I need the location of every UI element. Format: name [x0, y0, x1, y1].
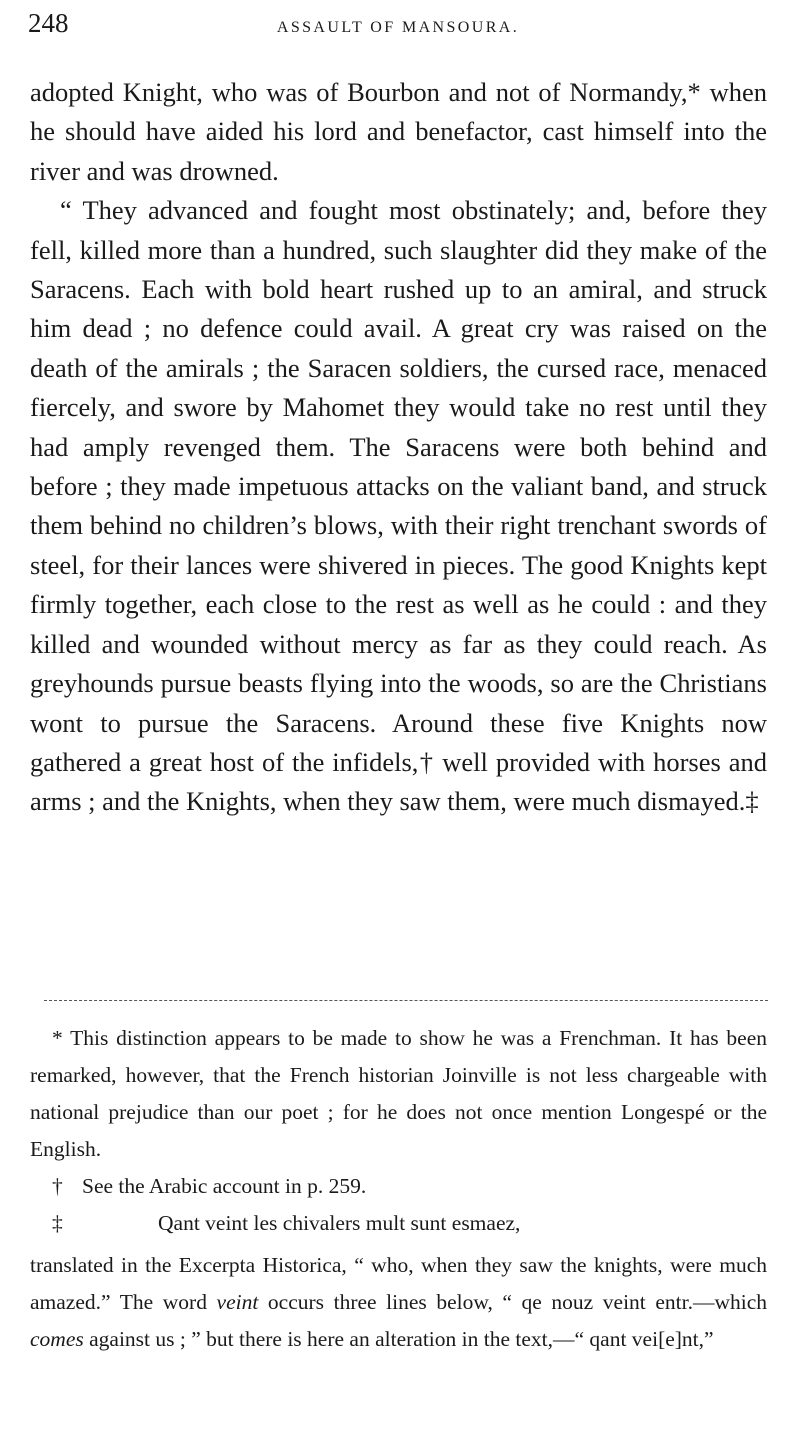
dagger-mark: † [52, 1174, 63, 1198]
italic-word: veint [216, 1290, 259, 1314]
page-number: 248 [28, 8, 69, 38]
footnote-text: See the Arabic account in p. 259. [82, 1174, 367, 1198]
footnote [30, 1168, 767, 1205]
footnote [30, 1205, 767, 1242]
double-dagger-mark: ‡ [52, 1211, 63, 1235]
page-header [28, 8, 768, 48]
main-text [30, 73, 767, 822]
italic-word: comes [30, 1327, 84, 1351]
footnote: * This distinction appears to be made to show he was a Frenchman. It has been remarked, however, that the French historian Joinville is not less chargeable with national prejudice than our poet ; for he does not once mention Longespé or the English. [30, 1026, 767, 1161]
footnote-text: translated in the Excerpta Historica, “ who, when they saw the knights, were much amazed.” The word [30, 1253, 767, 1314]
footnote-text: occurs three lines below, “ qe nouz veint entr.—which [258, 1290, 768, 1314]
footnote-continuation [30, 1247, 767, 1358]
footnotes [30, 1020, 767, 1358]
paragraph: adopted Knight, who was of Bourbon and not of Normandy,* when he should have aided his lord and benefactor, cast himself into the river and was drowned. [30, 77, 767, 186]
footnote-text: against us ; ” but there is here an alteration in the text,—“ qant vei[e]nt,” [83, 1327, 714, 1351]
paragraph: “ They advanced and fought most obstinately; and, before they fell, killed more than a hundred, such slaughter did they make of the Saracens. Each with bold heart rushed up to an amiral, and struck him dead ; no defence could avail. A great cry was raised on the death of the amirals ; the Saracen soldiers, the cursed race, menaced fiercely, and swore by Mahomet they would take no rest until they had amply revenged them. The Saracens were both behind and before ; they made impetuous attacks on the valiant band, and struck them behind no children’s blows, with their right trenchant swords of steel, for their lances were shivered in pieces. The good Knights kept firmly together, each close to the rest as well as he could : and they killed and wounded without mercy as far as they could reach. As greyhounds pursue beasts flying into the woods, so are the Christians wont to pursue the Saracens. Around these five Knights now gathered a great host of the infidels,† well provided with horses and arms ; and the Knights, when they saw them, were much dismayed.‡ [30, 195, 767, 817]
quoted-verse: Qant veint les chivalers mult sunt esmaez, [158, 1211, 521, 1235]
running-head: ASSAULT OF MANSOURA. [276, 19, 520, 36]
footnote-divider [44, 1000, 768, 1001]
